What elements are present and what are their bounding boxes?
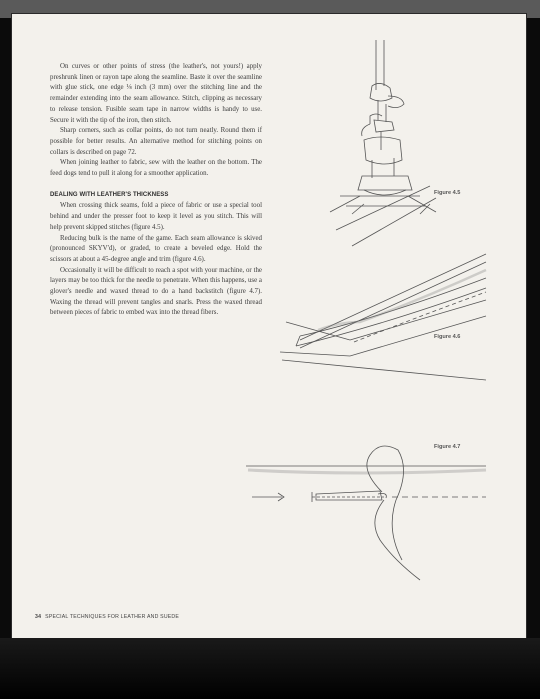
- page-number: 34: [35, 614, 42, 620]
- page-footer: [35, 614, 179, 620]
- running-title: SPECIAL TECHNIQUES FOR LEATHER AND SUEDE: [45, 614, 180, 620]
- paragraph: Occasionally it will be difficult to reach a spot with your machine, or the layers may be too thick for the needle to penetrate. When this happens, use a glover's needle and waxed thread to do a hand backstitch (figure 4.7). Waxing the thread will prevent tangles and snarls. Press the waxed thread between pieces of fabric to embed wax into the thread fibers.: [50, 266, 262, 317]
- section-heading: DEALING WITH LEATHER'S THICKNESS: [50, 191, 169, 198]
- paragraph: Sharp corners, such as collar points, do not turn neatly. Round them if possible for better results. An alternative method for stitching points on collars is described on page 72.: [50, 127, 262, 156]
- figure-4-6-caption: Figure 4.6: [434, 334, 461, 340]
- figure-4-5-caption: Figure 4.5: [434, 190, 461, 196]
- figure-4-7-caption: Figure 4.7: [434, 444, 461, 450]
- paragraph: Reducing bulk is the name of the game. Each seam allowance is skived (pronounced SKYV'd), or graded, to create a beveled edge. Hold the scissors at about a 45-degree angle and trim (figure 4.6).: [50, 234, 262, 263]
- paragraph: When crossing thick seams, fold a piece of fabric or use a special tool behind and under the presser foot to keep it level as you stitch. This will help prevent skipped stitches (figure 4.5).: [50, 202, 262, 231]
- paragraph: When joining leather to fabric, sew with the leather on the bottom. The feed dogs tend to pull it along for a smoother application.: [50, 159, 262, 178]
- figure-4-7-illustration: [246, 446, 486, 580]
- figure-4-5-illustration: [330, 40, 436, 246]
- paragraph: On curves or other points of stress (the leather's, not yours!) apply preshrunk linen or rayon tape along the seamline. Baste it over the seamline with glue stick, one edge ⅛ inch (3 mm) over the stitching line and the remainder extending into the seam allowance. Stitch, clipping as necessary to release tension. Fusible seam tape in narrow widths is handy to use. Secure it with the tip of the iron, then stitch.: [50, 63, 262, 124]
- figure-4-6-illustration: [280, 254, 486, 380]
